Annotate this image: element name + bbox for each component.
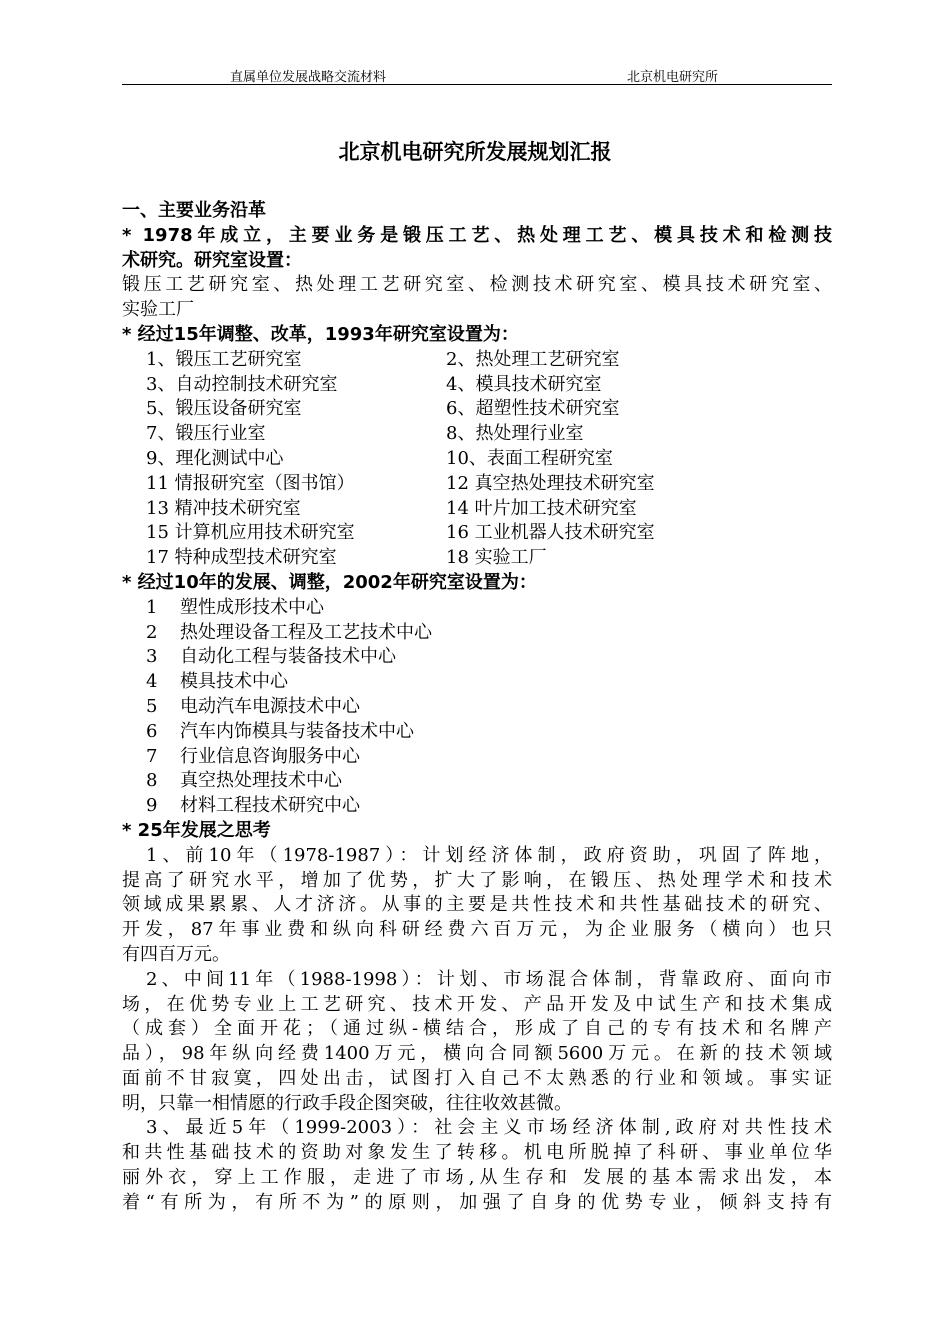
center-number: 7 xyxy=(146,745,158,767)
center-item xyxy=(122,621,832,646)
center-name: 模具技术中心 xyxy=(180,671,288,693)
room-item: 9、理化测试中心 xyxy=(146,447,284,469)
center-name: 电动汽车电源技术中心 xyxy=(180,695,360,717)
para1-line: 有四百万元。 xyxy=(122,943,230,965)
para1-line: 领域成果累累、人才济济。从事的主要是共性技术和共性基础技术的研究、 xyxy=(122,894,832,916)
room-item: 12 真空热处理技术研究室 xyxy=(446,472,655,494)
center-name: 真空热处理技术中心 xyxy=(180,770,342,792)
para1-line: 提高了研究水平，增加了优势，扩大了影响，在锻压、热处理学术和技术 xyxy=(122,869,832,891)
center-item xyxy=(122,645,832,670)
heading-2002: * 经过10年的发展、调整，2002年研究室设置为： xyxy=(122,571,537,593)
center-name: 材料工程技术研究中心 xyxy=(180,795,360,817)
room-item: 11 情报研究室（图书馆） xyxy=(146,472,355,494)
room-item: 17 特种成型技术研究室 xyxy=(146,547,337,569)
center-name: 塑性成形技术中心 xyxy=(180,596,324,618)
center-number: 5 xyxy=(146,695,158,717)
center-number: 3 xyxy=(146,646,158,668)
para3-line: 着“有所为，有所不为”的原则，加强了自身的优势专业，倾斜支持有 xyxy=(122,1191,832,1213)
center-number: 1 xyxy=(146,596,158,618)
para2-line: 品），98年纵向经费1400万元，横向合同额5600万元。在新的技术领域 xyxy=(122,1043,832,1065)
center-item xyxy=(122,670,832,695)
center-number: 2 xyxy=(146,621,158,643)
center-item xyxy=(122,794,832,819)
room-item: 10、表面工程研究室 xyxy=(446,447,613,469)
header-left-text: 直属单位发展战略交流材料 xyxy=(230,70,387,85)
para2-line: 场，在优势专业上工艺研究、技术开发、产品开发及中试生产和技术集成 xyxy=(122,993,832,1015)
room-item: 2、热处理工艺研究室 xyxy=(446,348,620,370)
center-number: 4 xyxy=(146,671,158,693)
heading-reflection: * 25年发展之思考 xyxy=(122,819,271,841)
intro-line-2: 术研究。研究室设置： xyxy=(122,249,302,271)
para2-line: 面前不甘寂寞，四处出击，试图打入自己不太熟悉的行业和领域。事实证 xyxy=(122,1067,832,1089)
room-item: 15 计算机应用技术研究室 xyxy=(146,522,355,544)
room-item: 8、热处理行业室 xyxy=(446,423,584,445)
para2-line: 明，只靠一相情愿的行政手段企图突破，往往收效甚微。 xyxy=(122,1092,572,1114)
rooms-1978-line-1: 锻压工艺研究室、热处理工艺研究室、检测技术研究室、模具技术研究室、 xyxy=(122,274,832,296)
rooms-1993-row xyxy=(122,546,832,571)
document-body xyxy=(122,199,832,1216)
room-item: 3、自动控制技术研究室 xyxy=(146,373,338,395)
para3-line: 和共性基础技术的资助对象发生了转移。机电所脱掉了科研、事业单位华 xyxy=(122,1142,832,1164)
room-item: 18 实验工厂 xyxy=(446,547,547,569)
para1-line: 开发，87年事业费和纵向科研经费六百万元，为企业服务（横向）也只 xyxy=(122,919,832,941)
center-name: 行业信息咨询服务中心 xyxy=(180,745,360,767)
center-item xyxy=(122,745,832,770)
center-number: 8 xyxy=(146,770,158,792)
room-item: 6、超塑性技术研究室 xyxy=(446,398,620,420)
room-item: 16 工业机器人技术研究室 xyxy=(446,522,655,544)
room-item: 1、锻压工艺研究室 xyxy=(146,348,302,370)
center-name: 汽车内饰模具与装备技术中心 xyxy=(180,720,414,742)
rooms-1993-row xyxy=(122,373,832,398)
para3-line: 3、最近5年（1999-2003）：社会主义市场经济体制,政府对共性技术 xyxy=(146,1117,832,1139)
rooms-1993-row xyxy=(122,497,832,522)
rooms-1993-row xyxy=(122,472,832,497)
room-item: 4、模具技术研究室 xyxy=(446,373,602,395)
room-item: 5、锻压设备研究室 xyxy=(146,398,302,420)
rooms-1993-row xyxy=(122,422,832,447)
room-item: 7、锻压行业室 xyxy=(146,423,266,445)
page-title: 北京机电研究所发展规划汇报 xyxy=(338,140,612,164)
center-item xyxy=(122,720,832,745)
header-right-text: 北京机电研究所 xyxy=(627,70,719,85)
center-name: 自动化工程与装备技术中心 xyxy=(180,646,396,668)
rooms-1993-row xyxy=(122,348,832,373)
center-number: 6 xyxy=(146,720,158,742)
page-header xyxy=(122,62,832,85)
intro-line-1: * 1978年成立，主要业务是锻压工艺、热处理工艺、模具技术和检测技 xyxy=(122,224,832,246)
section-heading: 一、主要业务沿革 xyxy=(122,200,266,221)
rooms-1978-line-2: 实验工厂 xyxy=(122,299,194,321)
para2-line: （成套）全面开花；（通过纵-横结合，形成了自己的专有技术和名牌产 xyxy=(122,1018,832,1040)
rooms-1993-row xyxy=(122,397,832,422)
para2-line: 2、中间11年（1988-1998）：计划、市场混合体制，背靠政府、面向市 xyxy=(146,968,832,990)
rooms-1993-row xyxy=(122,447,832,472)
para3-line: 丽外衣，穿上工作服，走进了市场,从生存和 发展的基本需求出发，本 xyxy=(122,1167,832,1189)
rooms-1993-row xyxy=(122,521,832,546)
para1-line: 1、前10年（1978-1987）：计划经济体制，政府资助，巩固了阵地， xyxy=(146,844,832,866)
center-item xyxy=(122,695,832,720)
center-number: 9 xyxy=(146,795,158,817)
heading-1993: * 经过15年调整、改革，1993年研究室设置为： xyxy=(122,323,519,345)
center-name: 热处理设备工程及工艺技术中心 xyxy=(180,621,432,643)
center-item xyxy=(122,596,832,621)
room-item: 14 叶片加工技术研究室 xyxy=(446,497,637,519)
center-item xyxy=(122,769,832,794)
room-item: 13 精冲技术研究室 xyxy=(146,497,301,519)
